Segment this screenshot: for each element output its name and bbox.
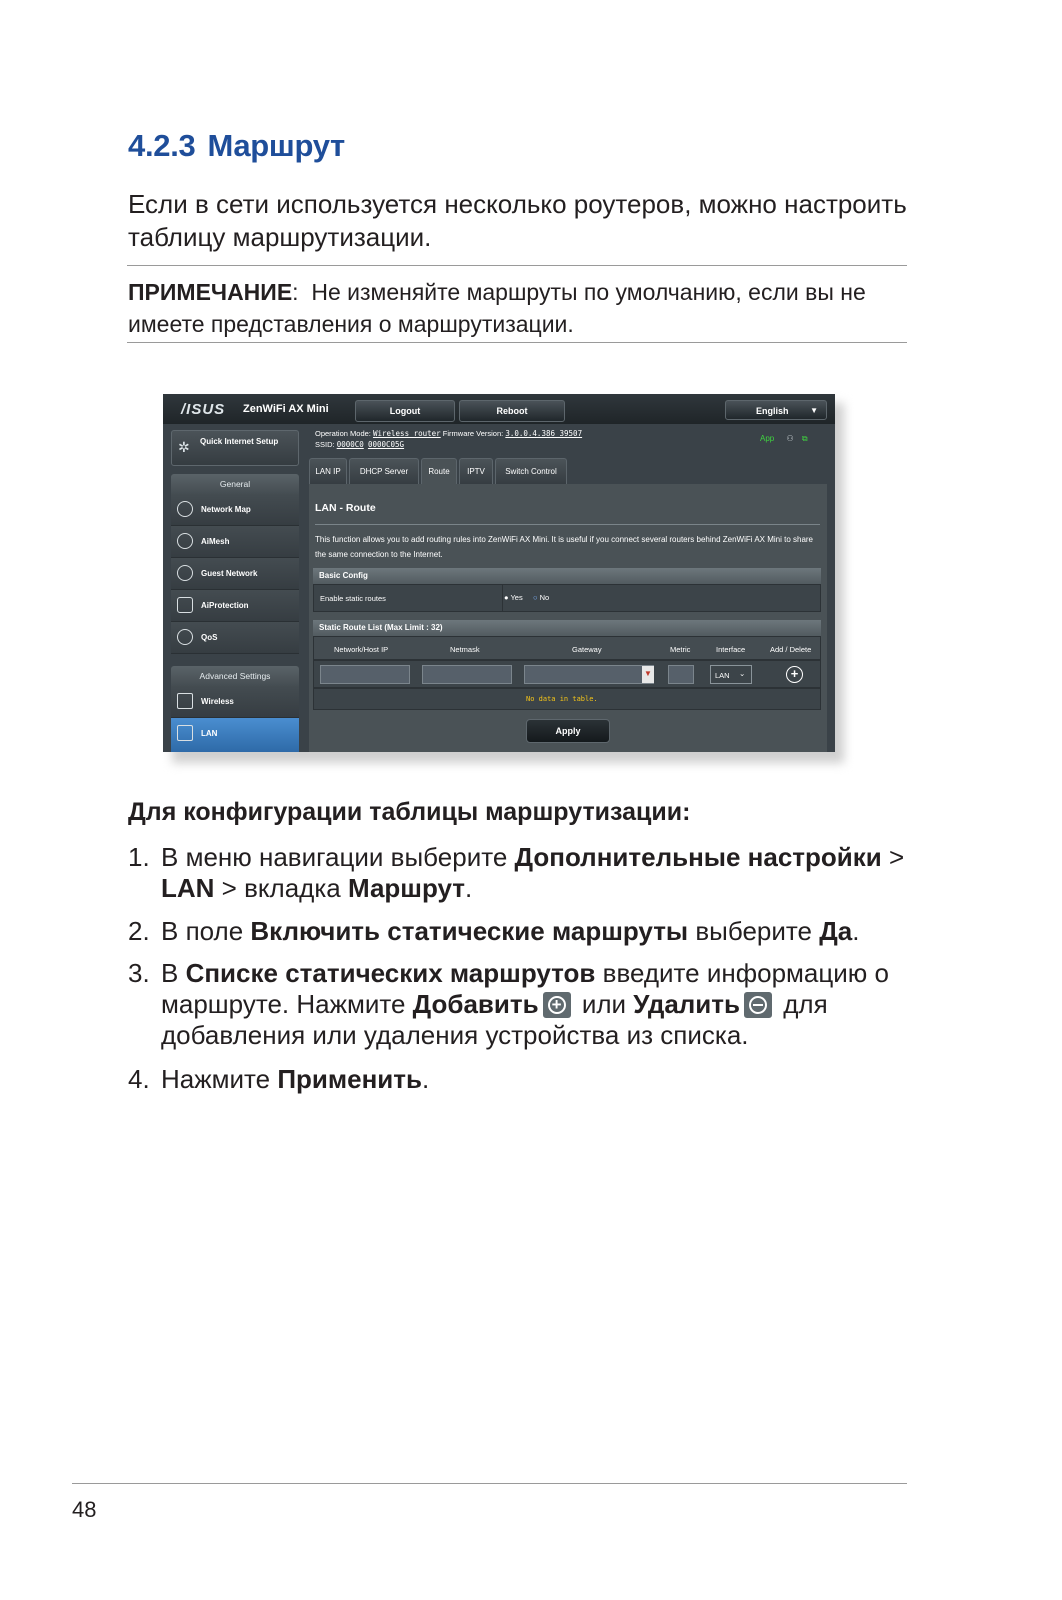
sidebar-advanced-header: Advanced Settings <box>171 666 299 686</box>
router-ui-screenshot <box>163 394 835 752</box>
sidebar-item-qos[interactable] <box>171 622 299 654</box>
route-empty-row <box>313 688 821 710</box>
sidebar-item-label: AiProtection <box>201 601 249 610</box>
route-table-header <box>313 636 821 660</box>
page-title: LAN - Route <box>315 502 376 514</box>
sidebar-item-guest-network[interactable] <box>171 558 299 590</box>
gateway-input[interactable] <box>524 665 654 684</box>
radio-no[interactable]: ○ No <box>533 593 550 602</box>
note-top-divider <box>127 265 907 266</box>
column-divider <box>502 585 503 611</box>
route-input-row <box>313 660 821 688</box>
col-metric: Metric <box>670 645 691 654</box>
logout-button[interactable]: Logout <box>355 400 455 422</box>
asus-logo: /ISUS <box>181 401 226 418</box>
delete-icon <box>744 992 772 1018</box>
note-colon: : <box>292 279 312 305</box>
sidebar-item-label: Guest Network <box>201 569 258 578</box>
tab-iptv[interactable]: IPTV <box>459 458 493 484</box>
network-ip-input[interactable] <box>320 665 410 684</box>
firmware-label: Firmware Version: <box>442 429 504 438</box>
sidebar-item-quick-internet-setup[interactable] <box>171 430 299 466</box>
firmware-link[interactable]: 3.0.0.4.386_39507 <box>505 429 583 438</box>
step-text: В Списке статических маршрутов введите информацию о маршруте. Нажмите Добавить+ или Удалить для добавления или удаления устройства из списка. <box>161 958 921 1051</box>
ssid-label: SSID: <box>315 440 335 449</box>
chevron-down-icon: ▼ <box>810 406 818 415</box>
enable-static-routes-row <box>313 584 821 612</box>
router-info <box>315 428 582 450</box>
step-text: В поле Включить статические маршруты выберите Да. <box>161 916 860 946</box>
gateway-dropdown-button[interactable] <box>642 666 654 683</box>
col-network-host-ip: Network/Host IP <box>334 645 389 654</box>
language-value: English <box>756 406 789 416</box>
empty-table-message: No data in table. <box>526 695 598 703</box>
sidebar-item-label: Wireless <box>201 697 234 706</box>
sidebar-item-lan[interactable] <box>171 718 299 752</box>
users-icon[interactable]: ⚇ <box>786 434 794 443</box>
step-number: 3. <box>128 958 150 988</box>
sidebar-item-label: QoS <box>201 633 218 642</box>
radio-no-label: No <box>539 593 550 602</box>
title-divider <box>315 524 820 525</box>
shield-icon <box>177 597 193 613</box>
router-model: ZenWiFi AX Mini <box>243 403 329 415</box>
chevron-down-icon: ⌄ <box>739 669 746 678</box>
netmask-input[interactable] <box>422 665 512 684</box>
operation-mode-label: Operation Mode: <box>315 429 371 438</box>
apply-button[interactable]: Apply <box>526 719 610 743</box>
note-bottom-divider <box>127 342 907 343</box>
interface-select[interactable] <box>710 665 752 684</box>
reboot-button[interactable]: Reboot <box>459 400 565 422</box>
col-netmask: Netmask <box>450 645 480 654</box>
step-number: 1. <box>128 842 150 872</box>
chevron-down-icon: ▼ <box>644 669 652 678</box>
wifi-icon <box>177 693 193 709</box>
operation-mode-link[interactable]: Wireless router <box>372 429 441 438</box>
mesh-icon <box>177 533 193 549</box>
lan-icon <box>177 725 193 741</box>
sidebar-general-header: General <box>171 474 299 494</box>
sidebar-item-aimesh[interactable] <box>171 526 299 558</box>
radio-yes-label: Yes <box>510 593 523 602</box>
globe-icon <box>177 501 193 517</box>
app-link[interactable]: App <box>760 434 775 443</box>
section-title <box>128 128 345 164</box>
step-text: Нажмите Применить. <box>161 1064 430 1094</box>
metric-input[interactable] <box>668 665 694 684</box>
steps-heading: Для конфигурации таблицы маршрутизации: <box>128 798 691 826</box>
section-title-text: Маршрут <box>207 128 345 163</box>
status-icons <box>760 434 808 444</box>
step-number: 2. <box>128 916 150 946</box>
footer-divider <box>72 1483 907 1484</box>
qis-label: Quick Internet Setup <box>200 437 279 446</box>
ssid-1[interactable]: 0000C0 <box>336 440 364 449</box>
sidebar-item-label: Network Map <box>201 505 251 514</box>
step-number: 4. <box>128 1064 150 1094</box>
sidebar-item-wireless[interactable] <box>171 686 299 718</box>
page-description: This function allows you to add routing rules into ZenWiFi AX Mini. It is useful if you connect several routers behind ZenWiFi AX Mini to share the same connection to the Internet. <box>315 535 814 559</box>
add-icon <box>543 992 571 1018</box>
col-gateway: Gateway <box>572 645 602 654</box>
enable-static-routes-label: Enable static routes <box>320 594 386 603</box>
tab-switch-control[interactable]: Switch Control <box>495 458 567 484</box>
add-route-icon[interactable]: + <box>786 666 803 683</box>
ssid-2[interactable]: 0000C05G <box>367 440 405 449</box>
language-select[interactable] <box>725 400 827 420</box>
globe-icon <box>177 565 193 581</box>
col-interface: Interface <box>716 645 746 654</box>
radio-yes[interactable]: ● Yes <box>504 593 523 602</box>
sidebar-item-aiprotection[interactable] <box>171 590 299 622</box>
sidebar-item-label: LAN <box>201 729 218 738</box>
note-label: ПРИМЕЧАНИЕ <box>128 279 293 305</box>
gauge-icon <box>177 629 193 645</box>
intro-paragraph: Если в сети используется несколько роутеров, можно настроить таблицу маршрутизации. <box>128 189 907 252</box>
sidebar-item-label: AiMesh <box>201 537 230 546</box>
section-number: 4.2.3 <box>128 128 196 163</box>
sidebar-item-network-map[interactable] <box>171 494 299 526</box>
tab-lan-ip[interactable]: LAN IP <box>309 458 347 484</box>
basic-config-header: Basic Config <box>313 568 821 584</box>
wand-icon: ✲ <box>178 439 190 455</box>
tab-route[interactable]: Route <box>421 458 457 484</box>
col-add-delete: Add / Delete <box>770 645 812 654</box>
note-box <box>128 276 918 340</box>
network-status-icon[interactable]: ⧉ <box>801 434 808 443</box>
page-number: 48 <box>72 1497 97 1522</box>
step-text: В меню навигации выберите Дополнительные настройки > LAN > вкладка Маршрут. <box>161 842 905 903</box>
note-text: Не изменяйте маршруты по умолчанию, если вы не имеете представления о маршрутизации. <box>128 279 866 337</box>
static-route-list-header: Static Route List (Max Limit : 32) <box>313 620 821 636</box>
tab-dhcp-server[interactable]: DHCP Server <box>349 458 419 484</box>
interface-value: LAN <box>715 671 730 680</box>
